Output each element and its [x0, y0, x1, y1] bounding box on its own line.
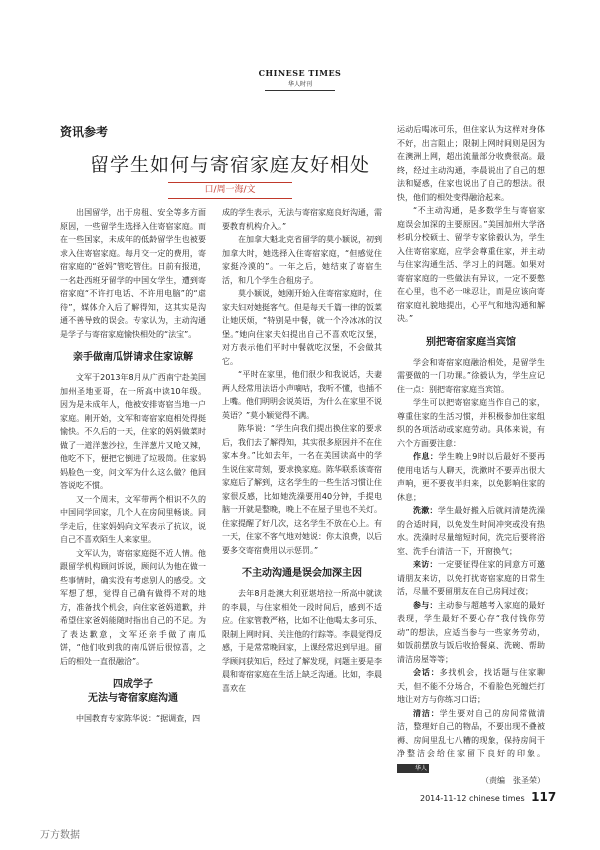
- tip-item: [397, 450, 545, 504]
- paragraph: 又一个周末，文军带两个相识不久的中国同学回家，几个人在房间里畅谈。同学走后，住家妈妈向文军表示了抗议，说自己不喜欢陌生人来家里。: [60, 494, 206, 544]
- tip-label: 参与：: [413, 600, 438, 610]
- page-footer: [420, 790, 560, 804]
- tip-label: 来访：: [413, 560, 438, 569]
- masthead-title-cn: 华人时刊: [287, 81, 312, 88]
- tip-text: 多找机会，找话题与住家聊天，但不能不分场合，不看脸色死缠烂打地让对方与你练习口语；: [397, 668, 546, 704]
- paragraph: “不主动沟通，是多数学生与寄宿家庭误会加深的主要原因。”美国加州大学洛杉矶分校硕士、留学专家徐毅认为，学生入住寄宿家庭，应学会尊重住家，并主动与住家沟通生活、学习上的问题。如果对寄宿家庭的一些做法有异议，一定不要憋在心里，也不必一味忍让，而是应该向寄宿家庭礼貌地提出，心平气和地沟通和解决。”: [397, 206, 545, 323]
- paragraph: 学生可以把寄宿家庭当作自己的家，尊重住家的生活习惯，并积极参加住家组织的各项活动或家庭劳动。具体来说，有六个方面要注意：: [397, 398, 545, 448]
- paragraph: 运动后喝冰可乐，但住家认为这样对身体不好，出言阻止；限制上网时间则是因为在澳洲上网，超出流量部分收费很高。最终，经过主动沟通，李晨说出了自己的想法和疑惑，住家也说出了自己的想法。很快，他们的相处变得融洽起来。: [397, 125, 545, 202]
- paragraph: 陈华说：“学生向我们提出换住家的要求后，我们去了解得知，其实很多原因并不在住家本身。”比如去年，一名在美国读高中的学生说住家苛刻，要求换家庭。陈华联系该寄宿家庭后了解到，这名学生的一些生活习惯让住家很反感，比如她洗澡要用40分钟，手提电脑一开就是整晚，晚上不在屋子里也不关灯。住家提醒了好几次，这名学生不放在心上。有一天，住家不客气地对她说：你太浪费，以后要多交寄宿费用以示惩罚。”: [222, 424, 382, 555]
- tip-label: 作息：: [413, 452, 439, 461]
- tip-item: [397, 558, 545, 599]
- paragraph: 学会和寄宿家庭融洽相处，是留学生需要做的一门功课。”徐毅认为，学生应记住一点：别把寄宿家庭当宾馆。: [397, 357, 545, 394]
- paragraph: 去年8月赴澳大利亚堪培拉一所高中就读的李晨，与住家相处一段时间后，感到不适应。住家管教严格，比如不让他喝太多可乐、限制上网时间、关注他的行踪等。李晨觉得反感，于是常常晚回家，上课经常迟到早退。留学顾问获知后，经过了解发现，问题主要是李晨和寄宿家庭在生活上缺乏沟通。比如，李晨喜欢在: [222, 589, 382, 693]
- paragraph: 莫小颖说，她刚开始入住寄宿家庭时，住家夫妇对她挺客气。但是每天千篇一律的饭菜让她厌烦，“特别是中餐，就一个冷冰冰的汉堡。”她向住家夫妇提出自己不喜欢吃汉堡，对方表示他们平时中餐就吃汉堡，不会做其它。: [222, 289, 382, 366]
- tip-label: 洗漱：: [413, 506, 438, 515]
- tip-label: 会话：: [413, 668, 440, 677]
- tip-text: 一定要征得住家的同意方可邀请朋友来访，以免打扰寄宿家庭的日常生活，尽量不要留朋友在自己房间过夜；: [397, 560, 546, 596]
- paragraph: 文军认为，寄宿家庭挺不近人情。他跟留学机构顾问诉说，顾问认为他在做一些事情时，确实没有考虑别人的感受。文军想了想，觉得自己确有做得不对的地方，准备找个机会，向住家爸妈道歉，并希望住家爸妈能随时指出自己的不足。为了表达歉意，文军还亲手做了南瓜饼，“他们收到我的南瓜饼后很惊喜，之后的相处一直很融洽”。: [60, 548, 206, 666]
- tip-item: [397, 599, 545, 667]
- masthead-title-en: CHINESE TIMES: [258, 68, 342, 78]
- article-title: 留学生如何与寄宿家庭友好相处: [89, 154, 370, 176]
- paragraph: 中国教育专家陈华说：“据调查，四: [76, 714, 201, 723]
- column-3: [397, 123, 545, 788]
- database-watermark: 万方数据: [40, 830, 80, 841]
- tip-item: [397, 707, 545, 775]
- editor-credit: （责编 张圣荣）: [481, 776, 545, 785]
- subheading: 四成学子: [113, 679, 153, 690]
- subheading: 无法与寄宿家庭沟通: [88, 693, 178, 704]
- paragraph: 出国留学，出于房租、安全等多方面原因，一些留学生选择入住寄宿家庭。而在一些国家，未成年的低龄留学生也被要求入住寄宿家庭。每月交一定的费用，寄宿家庭的“爸妈”管吃管住。日前有报道，一名赴西班牙留学的中国女学生，遭到寄宿家庭“不许打电话、不许用电脑”的“虐待”，媒体介入后了解得知，这其实是沟通不善导致的误会。专家认为，主动沟通是学子与寄宿家庭愉快相处的“法宝”。: [60, 208, 206, 339]
- column-2: [222, 206, 382, 695]
- subheading: 不主动沟通是误会加深主因: [242, 568, 362, 579]
- masthead-divider: [265, 90, 335, 91]
- subheading: 别把寄宿家庭当宾馆: [426, 336, 516, 348]
- tip-text: 学生最好搬入后就问清楚洗澡的合适时间，以免发生时间冲突或没有热水。洗澡时尽量缩短时间，洗完后要将浴室、洗手台清洁一下，开窗换气；: [397, 506, 546, 556]
- paragraph: “平时在家里，他们很少和我说话，夫妻两人经常用法语小声嘀咕，我听不懂，也插不上嘴。他们明明会说英语，为什么在家里不说英语？”莫小颖觉得不满。: [222, 370, 382, 420]
- subheading: 亲手做南瓜饼请求住家谅解: [73, 352, 193, 363]
- byline: 口/周一海/文: [168, 182, 292, 199]
- masthead: [0, 68, 600, 91]
- tip-item: [397, 666, 545, 707]
- tip-text: 学生晚上9时以后最好不要再使用电话与人聊天，洗漱时不要弄出很大声响，更不要夜半归来，以免影响住家的休息；: [397, 452, 546, 502]
- tip-item: [397, 504, 545, 558]
- section-label: 资讯参考: [60, 125, 109, 139]
- paragraph: 文军于2013年8月从广西南宁赴美国加州圣地亚哥，在一所高中读10年级。因为是未成年人，他被安排寄宿当地一户家庭。刚开始，文军和寄宿家庭相处得挺愉快。不久后的一天，住家的妈妈做菜时做了一道洋葱沙拉，生洋葱片又呛又辣，他吃不下，便把它倒进了垃圾筒。住家妈妈脸色一变，问文军为什么这么做？他回答说吃不惯。: [60, 373, 206, 490]
- issue-date: 2014-11-12: [420, 794, 467, 803]
- tip-text: 主动参与超越考入家庭的最好表现，学生最好不要心存“我付钱你劳动”的想法，应适当参与一些家务劳动，如饭前摆放与饭后收拾餐桌、洗碗、帮助清洁房屋等等；: [397, 600, 546, 664]
- tip-text: 学生要对自己的房间常做清洁，整理好自己的物品，不要出现不叠被褥、房间里乱七八糟的现象，保持房间干净整洁会给住家留下良好的印象。: [397, 708, 546, 758]
- paragraph: 成的学生表示，无法与寄宿家庭良好沟通，需要教育机构介入。”: [222, 208, 382, 231]
- column-1: [60, 206, 206, 726]
- paragraph: 在加拿大魁北克省留学的莫小颖说，初到加拿大时，她选择入住寄宿家庭，“但感觉住家挺冷漠的”。一年之后，她结束了寄宿生活，和几个学生合租房子。: [222, 235, 382, 285]
- page-number: 117: [531, 790, 557, 804]
- tip-label: 清洁：: [413, 708, 440, 718]
- publication-badge: 华人: [397, 764, 429, 773]
- magazine-name: chinese times: [469, 794, 525, 803]
